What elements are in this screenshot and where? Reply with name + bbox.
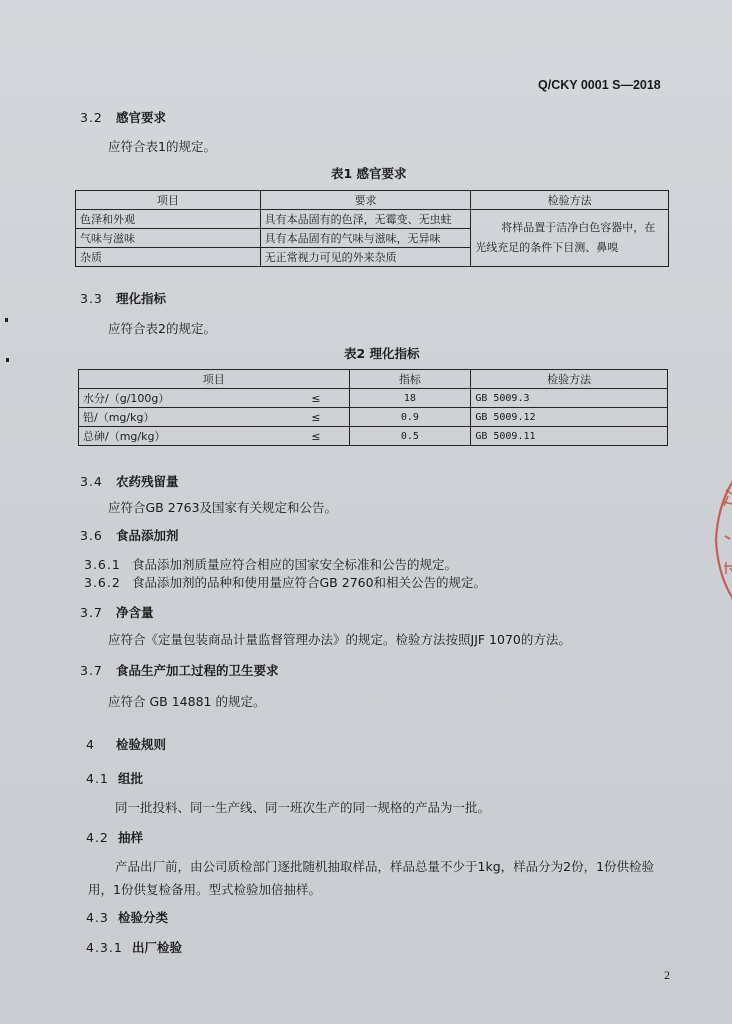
section-title: 食品添加剂 xyxy=(116,528,179,543)
table-cell-operator: ≤ xyxy=(283,389,349,408)
section-4-2-heading xyxy=(86,828,143,846)
red-seal-icon xyxy=(708,470,732,610)
section-title: 理化指标 xyxy=(116,291,167,306)
section-3-3-heading xyxy=(80,289,166,307)
table-cell-item: 总砷/（mg/kg） xyxy=(79,427,284,446)
section-title: 感官要求 xyxy=(116,110,167,125)
table1-caption: 表1 感官要求 xyxy=(331,166,407,181)
table-cell: 具有本品固有的气味与滋味，无异味 xyxy=(260,229,471,248)
section-3-4-heading xyxy=(80,472,179,490)
clause-text: 食品添加剂的品种和使用量应符合GB 2760和相关公告的规定。 xyxy=(132,575,487,590)
section-number: 3.6 xyxy=(80,528,103,543)
table-cell: 无正常视力可见的外来杂质 xyxy=(260,248,471,267)
table-cell-method: GB 5009.3 xyxy=(471,389,668,408)
section-3-7-hygiene-heading xyxy=(80,661,279,679)
method-line: 将样品置于洁净白色容器中，在 xyxy=(501,221,656,234)
table-cell: 杂质 xyxy=(76,248,261,267)
table-row xyxy=(79,408,668,427)
section-title: 出厂检验 xyxy=(132,940,183,955)
standard-code: Q/CKY 0001 S—2018 xyxy=(538,78,661,92)
table-row xyxy=(76,210,669,229)
table-header-cell: 要求 xyxy=(260,191,471,210)
section-4-heading xyxy=(86,735,166,753)
section-4-2-line2: 用，1份供复检备用。型式检验加倍抽样。 xyxy=(88,882,321,897)
table-cell-operator: ≤ xyxy=(283,427,349,446)
section-3-2-heading xyxy=(80,108,166,126)
section-4-3-1-heading xyxy=(86,938,182,956)
table-cell-item: 水分/（g/100g） xyxy=(79,389,284,408)
table-header-cell: 项目 xyxy=(79,370,350,389)
table-cell: 具有本品固有的色泽，无霉变、无虫蛀 xyxy=(260,210,471,229)
section-title: 组批 xyxy=(118,771,144,786)
section-3-6-2 xyxy=(84,573,486,591)
clause-number: 3.6.2 xyxy=(84,575,121,590)
table-header-row xyxy=(76,191,669,210)
section-title: 检验规则 xyxy=(116,737,167,752)
section-number: 4.1 xyxy=(86,771,109,786)
clause-text: 食品添加剂质量应符合相应的国家安全标准和公告的规定。 xyxy=(132,557,458,572)
table1-sensory xyxy=(75,190,669,267)
table-row xyxy=(79,427,668,446)
table-cell-operator: ≤ xyxy=(283,408,349,427)
section-3-7-net-content-text: 应符合《定量包装商品计量监督管理办法》的规定。检验方法按照JJF 1070的方法。 xyxy=(108,632,571,647)
clause-number: 3.6.1 xyxy=(84,557,121,572)
section-number: 3.7 xyxy=(80,663,103,678)
table-header-cell: 指标 xyxy=(349,370,471,389)
table-row xyxy=(79,389,668,408)
section-3-7-hygiene-text: 应符合 GB 14881 的规定。 xyxy=(108,694,266,709)
section-title: 净含量 xyxy=(116,605,154,620)
section-title: 检验分类 xyxy=(118,910,169,925)
section-number: 4 xyxy=(86,737,95,752)
method-cell xyxy=(471,210,669,267)
section-3-4-text: 应符合GB 2763及国家有关规定和公告。 xyxy=(108,500,338,515)
table-cell-method: GB 5009.12 xyxy=(471,408,668,427)
section-title: 农药残留量 xyxy=(116,474,179,489)
section-3-6-1 xyxy=(84,555,457,573)
section-3-6-heading xyxy=(80,526,179,544)
scan-mark xyxy=(5,318,8,322)
table-cell-method: GB 5009.11 xyxy=(471,427,668,446)
section-4-3-heading xyxy=(86,908,168,926)
table-cell: 色泽和外观 xyxy=(76,210,261,229)
section-3-2-text: 应符合表1的规定。 xyxy=(108,139,216,154)
table-cell-value: 18 xyxy=(349,389,471,408)
table-header-row xyxy=(79,370,668,389)
section-4-1-heading xyxy=(86,769,143,787)
section-number: 4.2 xyxy=(86,830,109,845)
table2-caption: 表2 理化指标 xyxy=(344,346,420,361)
section-number: 3.7 xyxy=(80,605,103,620)
section-3-7-net-content-heading xyxy=(80,603,154,621)
table-cell: 气味与滋味 xyxy=(76,229,261,248)
section-number: 3.3 xyxy=(80,291,103,306)
table-header-cell: 项目 xyxy=(76,191,261,210)
table-header-cell: 检验方法 xyxy=(471,370,668,389)
table-cell-value: 0.9 xyxy=(349,408,471,427)
table-cell-item: 铅/（mg/kg） xyxy=(79,408,284,427)
page-number: 2 xyxy=(664,968,670,982)
table2-physicochemical xyxy=(78,369,668,446)
section-number: 3.4 xyxy=(80,474,103,489)
section-number: 3.2 xyxy=(80,110,103,125)
section-number: 4.3.1 xyxy=(86,940,123,955)
scan-mark xyxy=(6,358,9,362)
section-4-1-text: 同一批投料、同一生产线、同一班次生产的同一规格的产品为一批。 xyxy=(115,800,491,815)
section-title: 食品生产加工过程的卫生要求 xyxy=(116,663,279,678)
section-3-3-text: 应符合表2的规定。 xyxy=(108,321,216,336)
section-number: 4.3 xyxy=(86,910,109,925)
table-cell-value: 0.5 xyxy=(349,427,471,446)
table-header-cell: 检验方法 xyxy=(471,191,669,210)
method-line: 光线充足的条件下目测、鼻嗅 xyxy=(475,241,619,254)
section-4-2-line1: 产品出厂前，由公司质检部门逐批随机抽取样品，样品总量不少于1kg，样品分为2份，1份供检验 xyxy=(115,859,655,874)
section-title: 抽样 xyxy=(118,830,144,845)
